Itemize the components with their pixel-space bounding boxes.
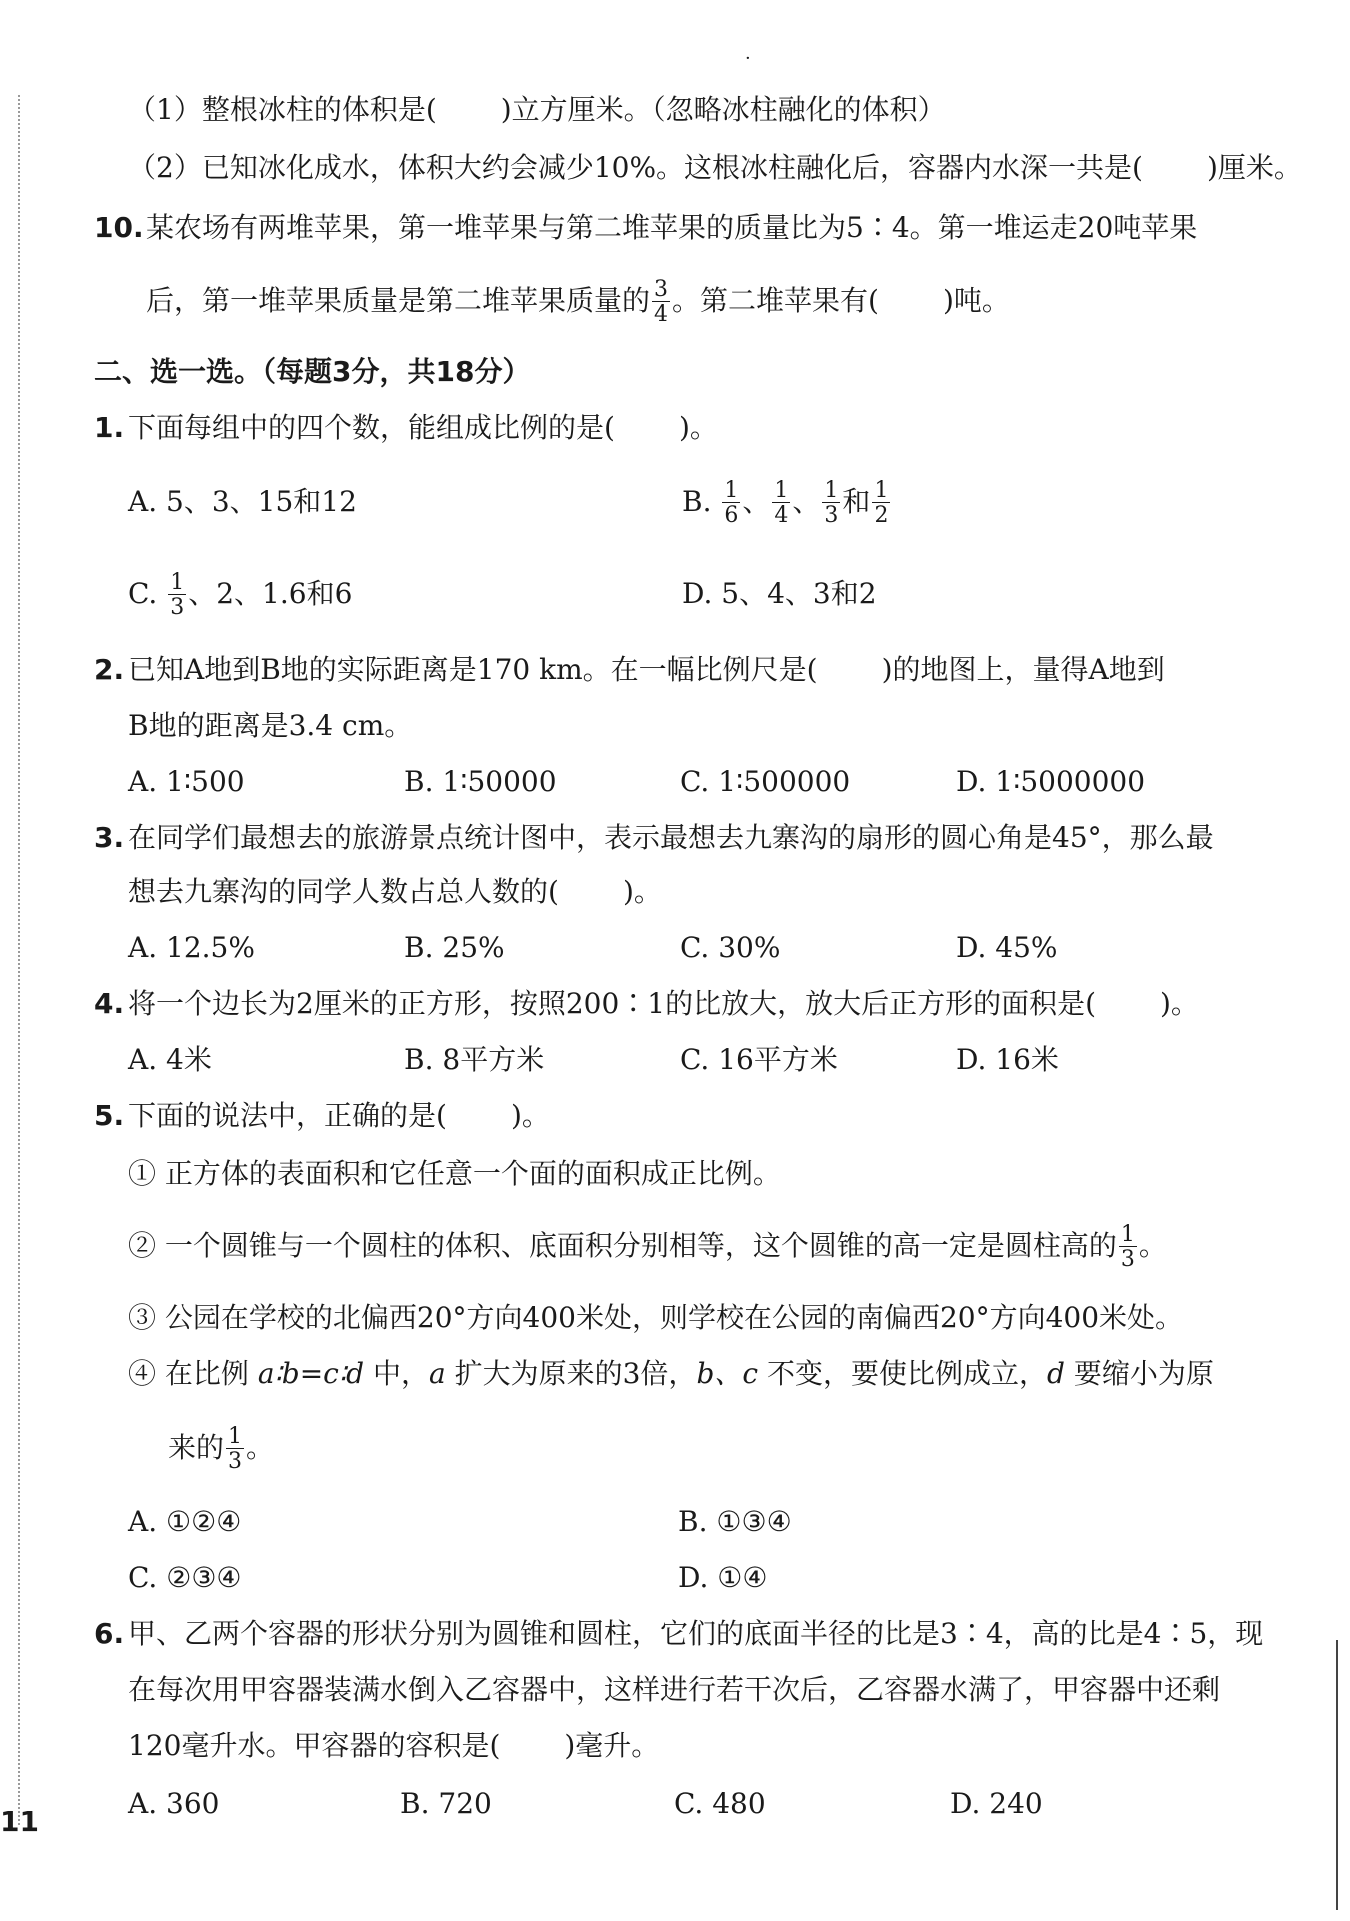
question-number: 10.: [94, 211, 144, 244]
q9-sub2: （2）已知冰化成水，体积大约会减少10%。这根冰柱融化后，容器内水深一共是( )厘米。: [128, 151, 1302, 184]
c5-option-d[interactable]: D. ①④: [678, 1561, 768, 1594]
c6-stem-line2: 在每次用甲容器装满水倒入乙容器中，这样进行若干次后，乙容器水满了，甲容器中还剩: [128, 1673, 1221, 1706]
q10-line2: 后，第一堆苹果质量是第二堆苹果质量的 $\frac{3}{4}$ 。第二堆苹果有( )吨。: [146, 277, 1010, 327]
page-number: 11: [0, 1805, 39, 1838]
c1-option-c[interactable]: C. $\frac{1}{3}$ 、2、1.6和6: [128, 570, 353, 620]
c2-option-b[interactable]: B. 1∶50000: [404, 765, 557, 798]
c6-option-b[interactable]: B. 720: [400, 1787, 492, 1820]
q10-line1: 某农场有两堆苹果，第一堆苹果与第二堆苹果的质量比为5∶4。第一堆运走20吨苹果: [146, 211, 1198, 244]
question-number: 6.: [94, 1617, 125, 1650]
c2-stem-line1: 已知A地到B地的实际距离是170 km。在一幅比例尺是( )的地图上，量得A地到: [128, 653, 1165, 686]
c6-option-a[interactable]: A. 360: [128, 1787, 220, 1820]
section-title: 二、选一选。（每题3分，共18分）: [94, 355, 531, 388]
c4-stem: 将一个边长为2厘米的正方形，按照200∶1的比放大，放大后正方形的面积是( )。: [128, 987, 1199, 1020]
page-edge-line: [1336, 1640, 1338, 1910]
c5-statement-2: ② 一个圆锥与一个圆柱的体积、底面积分别相等，这个圆锥的高一定是圆柱高的 $\frac{1}{3}$ 。: [128, 1222, 1167, 1272]
c3-stem-line2: 想去九寨沟的同学人数占总人数的( )。: [128, 875, 662, 908]
c5-statement-1: ① 正方体的表面积和它任意一个面的面积成正比例。: [128, 1157, 781, 1190]
c1-stem: 下面每组中的四个数，能组成比例的是( )。: [128, 411, 718, 444]
top-dot: ·: [745, 48, 751, 69]
c6-option-c[interactable]: C. 480: [674, 1787, 766, 1820]
fraction: $\frac{3}{4}$: [654, 277, 669, 327]
fraction: $\frac{1}{3}$: [228, 1424, 243, 1474]
fraction: $\frac{1}{3}$: [1120, 1222, 1135, 1272]
c6-stem-line3: 120毫升水。甲容器的容积是( )毫升。: [128, 1729, 660, 1762]
c1-option-d[interactable]: D. 5、4、3和2: [682, 577, 877, 610]
fraction: $\frac{1}{6}$: [724, 478, 739, 528]
c5-option-b[interactable]: B. ①③④: [678, 1505, 792, 1538]
c3-option-c[interactable]: C. 30%: [680, 931, 781, 964]
c6-stem-line1: 甲、乙两个容器的形状分别为圆锥和圆柱，它们的底面半径的比是3∶4，高的比是4∶5，现: [128, 1617, 1264, 1650]
question-number: 5.: [94, 1099, 125, 1132]
c5-option-c[interactable]: C. ②③④: [128, 1561, 242, 1594]
c1-option-a[interactable]: A. 5、3、15和12: [128, 485, 357, 518]
c5-statement-4: ④ 在比例 a∶b=c∶d 中，a 扩大为原来的3倍，b、c 不变，要使比例成立，d 要缩小为原: [128, 1357, 1214, 1390]
c5-stem: 下面的说法中，正确的是( )。: [128, 1099, 550, 1132]
fraction: $\frac{1}{3}$: [824, 478, 839, 528]
c3-option-a[interactable]: A. 12.5%: [128, 931, 255, 964]
c4-option-c[interactable]: C. 16平方米: [680, 1043, 838, 1076]
c4-option-a[interactable]: A. 4米: [128, 1043, 212, 1076]
c4-option-b[interactable]: B. 8平方米: [404, 1043, 545, 1076]
binding-margin-line: [18, 95, 20, 1825]
c1-option-b[interactable]: B. $\frac{1}{6}$ 、 $\frac{1}{4}$ 、 $\frac{1}{3}$ 和 $\frac{1}{2}$: [682, 478, 889, 528]
c3-option-b[interactable]: B. 25%: [404, 931, 505, 964]
c2-stem-line2: B地的距离是3.4 cm。: [128, 709, 413, 742]
c3-stem-line1: 在同学们最想去的旅游景点统计图中，表示最想去九寨沟的扇形的圆心角是45°，那么最: [128, 821, 1214, 854]
q9-sub1: （1）整根冰柱的体积是( )立方厘米。（忽略冰柱融化的体积）: [128, 93, 946, 126]
c5-statement-4-cont: 来的 $\frac{1}{3}$ 。: [168, 1424, 275, 1474]
fraction: $\frac{1}{4}$: [774, 478, 789, 528]
c2-option-c[interactable]: C. 1∶500000: [680, 765, 851, 798]
c4-option-d[interactable]: D. 16米: [956, 1043, 1059, 1076]
question-number: 3.: [94, 821, 125, 854]
c5-option-a[interactable]: A. ①②④: [128, 1505, 242, 1538]
question-number: 1.: [94, 411, 125, 444]
question-number: 4.: [94, 987, 125, 1020]
c5-statement-3: ③ 公园在学校的北偏西20°方向400米处，则学校在公园的南偏西20°方向400米处。: [128, 1301, 1184, 1334]
fraction: $\frac{1}{2}$: [874, 478, 889, 528]
question-number: 2.: [94, 653, 125, 686]
fraction: $\frac{1}{3}$: [170, 570, 185, 620]
c6-option-d[interactable]: D. 240: [950, 1787, 1043, 1820]
c2-option-d[interactable]: D. 1∶5000000: [956, 765, 1146, 798]
c2-option-a[interactable]: A. 1∶500: [128, 765, 245, 798]
c3-option-d[interactable]: D. 45%: [956, 931, 1058, 964]
